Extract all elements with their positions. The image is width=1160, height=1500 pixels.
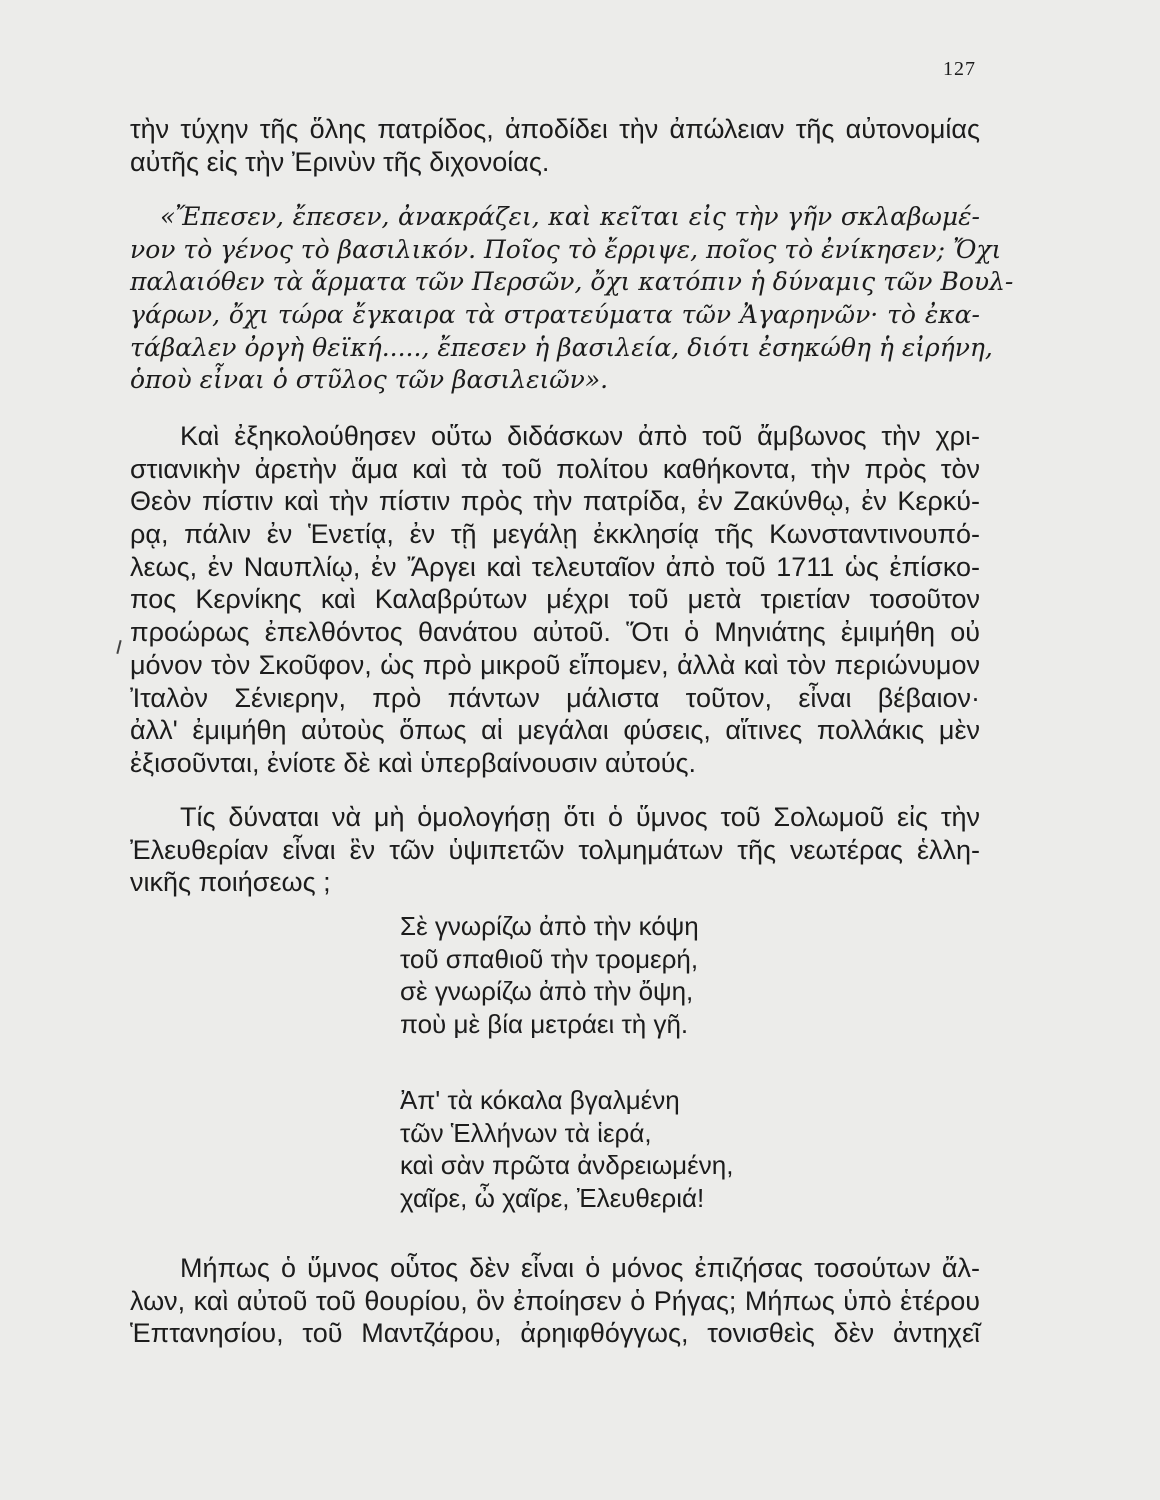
text-line: νικῆς ποιήσεως ; [130, 867, 331, 898]
poem-line: ποὺ μὲ βία μετράει τὴ γῆ. [400, 1009, 689, 1040]
text-line: Ἑπτανησίου, τοῦ Μαντζάρου, ἀρηιφθόγγως, τονισθεὶς δὲν ἀντηχεῖ [130, 1318, 980, 1349]
poem-line: καὶ σὰν πρῶτα ἀνδρειωμένη, [400, 1150, 734, 1181]
quote-line: ὁποὺ εἶναι ὁ στῦλος τῶν βασιλειῶν». [130, 365, 609, 395]
quote-line: γάρων, ὄχι τώρα ἔγκαιρα τὰ στρατεύματα τῶν Ἀγαρηνῶν· τὸ ἐκα- [130, 300, 980, 330]
body-paragraph-3 [130, 1252, 980, 1350]
margin-mark [116, 640, 121, 654]
text-line: μόνον τὸν Σκοῦφον, ὡς πρὸ μικροῦ εἴπομεν, ἀλλὰ καὶ τὸν περιώνυμον [130, 649, 980, 680]
body-paragraph-2 [130, 801, 980, 899]
text-line: λεως, ἐν Ναυπλίῳ, ἐν Ἄργει καὶ τελευταῖον ἀπὸ τοῦ 1711 ὡς ἐπίσκο- [130, 551, 980, 582]
poem-stanza-1 [400, 910, 850, 1041]
text-line: ρᾳ, πάλιν ἐν Ἑνετίᾳ, ἐν τῇ μεγάλῃ ἐκκλησίᾳ τῆς Κωνσταντινουπό- [130, 519, 980, 550]
page-number: 127 [943, 58, 976, 80]
text-line: προώρως ἐπελθόντος θανάτου αὐτοῦ. Ὅτι ὁ Μηνιάτης ἐμιμήθη οὐ [130, 617, 980, 648]
text-line: Ἐλευθερίαν εἶναι ἓν τῶν ὑψιπετῶν τολμημάτων τῆς νεωτέρας ἑλλη- [130, 834, 980, 865]
text-line: λων, καὶ αὐτοῦ τοῦ θουρίου, ὃν ἐποίησεν ὁ Ρήγας; Μήπως ὑπὸ ἑτέρου [130, 1285, 980, 1316]
text-line: Μήπως ὁ ὕμνος οὗτος δὲν εἶναι ὁ μόνος ἐπιζήσας τοσούτων ἄλ- [180, 1253, 980, 1283]
text-line: Καὶ ἐξηκολούθησεν οὕτω διδάσκων ἀπὸ τοῦ ἄμβωνος τὴν χρι- [180, 421, 980, 451]
intro-paragraph [130, 113, 980, 178]
text-line: ἐξισοῦνται, ἐνίοτε δὲ καὶ ὑπερβαίνουσιν αὐτούς. [130, 747, 697, 778]
poem-line: τοῦ σπαθιοῦ τὴν τρομερή, [400, 943, 699, 974]
poem-line: Ἀπ' τὰ κόκαλα βγαλμένη [400, 1085, 680, 1115]
quoted-passage [130, 201, 1014, 397]
text-line: Θεὸν πίστιν καὶ τὴν πίστιν πρὸς τὴν πατρίδα, ἐν Ζακύνθῳ, ἐν Κερκύ- [130, 486, 980, 517]
text-line: Τίς δύναται νὰ μὴ ὁμολογήσῃ ὅτι ὁ ὕμνος τοῦ Σολωμοῦ εἰς τὴν [180, 802, 980, 832]
poem-line: χαῖρε, ὦ χαῖρε, Ἐλευθεριά! [400, 1183, 705, 1214]
quote-line: «Ἔπεσεν, ἔπεσεν, ἀνακράζει, καὶ κεῖται εἰς τὴν γῆν σκλαβωμέ- [160, 202, 980, 231]
body-paragraph-1 [130, 420, 980, 780]
poem-line: τῶν Ἑλλήνων τὰ ἱερά, [400, 1117, 652, 1148]
text-line: τὴν τύχην τῆς ὅλης πατρίδος, ἀποδίδει τὴν ἀπώλειαν τῆς αὐτονομίας [130, 114, 980, 144]
text-line: Ἰταλὸν Σένιερην, πρὸ πάντων μάλιστα τοῦτον, εἶναι βέβαιον· [130, 682, 980, 713]
text-line: αὐτῆς εἰς τὴν Ἐρινὺν τῆς διχονοίας. [130, 146, 550, 177]
quote-line: νον τὸ γένος τὸ βασιλικόν. Ποῖος τὸ ἔρριψε, ποῖος τὸ ἐνίκησεν; Ὄχι [130, 234, 1002, 264]
text-line: ἀλλ' ἐμιμήθη αὐτοὺς ὅπως αἱ μεγάλαι φύσεις, αἵτινες πολλάκις μὲν [130, 715, 980, 746]
quote-line: τάβαλεν ὀργὴ θεϊκή....., ἔπεσεν ἡ βασιλεία, διότι ἐσηκώθη ἡ εἰρήνη, [130, 332, 993, 362]
poem-line: σὲ γνωρίζω ἀπὸ τὴν ὄψη, [400, 976, 694, 1007]
poem-stanza-2 [400, 1084, 850, 1215]
text-line: πος Κερνίκης καὶ Καλαβρύτων μέχρι τοῦ μετὰ τριετίαν τοσοῦτον [130, 584, 980, 615]
quote-line: παλαιόθεν τὰ ἅρματα τῶν Περσῶν, ὄχι κατόπιν ἡ δύναμις τῶν Βουλ- [130, 267, 1014, 297]
poem-line: Σὲ γνωρίζω ἀπὸ τὴν κόψη [400, 911, 699, 941]
text-line: στιανικὴν ἀρετὴν ἅμα καὶ τὰ τοῦ πολίτου καθήκοντα, τὴν πρὸς τὸν [130, 453, 980, 484]
